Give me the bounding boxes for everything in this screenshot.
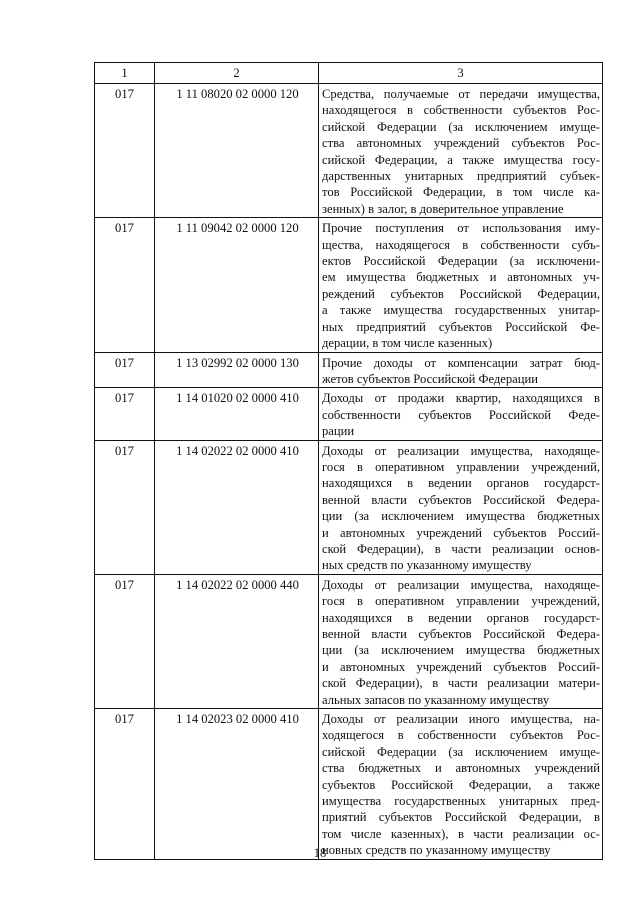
- description-line: Доходы от продажи квартир, находящихся в: [322, 391, 600, 406]
- revenue-code-cell: 1 11 09042 02 0000 120: [155, 218, 319, 352]
- description-line: зенных) в залог, в доверительное управление: [322, 201, 564, 216]
- revenue-code-cell: 1 11 08020 02 0000 120: [155, 84, 319, 218]
- admin-code-cell: 017: [95, 218, 155, 352]
- description-line: находящихся в ведении органов государст-: [322, 476, 600, 491]
- description-line: сийской Федерации (за исключением имуще-: [322, 119, 600, 134]
- table-row: [95, 352, 603, 388]
- description-line: сийской Федерации (за исключением имуще-: [322, 744, 600, 759]
- description-line: том числе казенных), в части реализации ос-: [322, 826, 600, 841]
- table-header-row: [95, 63, 603, 84]
- description-line: дарственных унитарных предприятий субъек-: [322, 169, 600, 184]
- page-number: 18: [313, 846, 327, 860]
- table-row: [95, 388, 603, 440]
- admin-code-cell: 017: [95, 84, 155, 218]
- header-col-2: 2: [155, 63, 319, 84]
- admin-code-cell: 017: [95, 709, 155, 860]
- description-line: жетов субъектов Российской Федерации: [322, 371, 538, 386]
- description-cell: [319, 352, 603, 388]
- description-line: и автономных учреждений субъектов Россий-: [322, 525, 600, 540]
- description-line: находящихся в ведении органов государст-: [322, 610, 600, 625]
- description-line: ции (за исключением имущества бюджетных: [322, 643, 600, 658]
- description-line: ской Федерации), в части реализации основ-: [322, 541, 600, 556]
- description-line: ектов Российской Федерации (за исключени-: [322, 254, 600, 269]
- description-line: Прочие доходы от компенсации затрат бюд-: [322, 355, 600, 370]
- description-line: гося в оперативном управлении учреждений,: [322, 459, 600, 474]
- description-cell: [319, 574, 603, 708]
- revenue-code-cell: 1 14 01020 02 0000 410: [155, 388, 319, 440]
- admin-code-cell: 017: [95, 352, 155, 388]
- description-line: ных средств по указанному имуществу: [322, 558, 532, 573]
- description-line: новных средств по указанному имуществу: [322, 843, 551, 858]
- description-line: реждений субъектов Российской Федерации,: [322, 286, 600, 301]
- table-row: [95, 574, 603, 708]
- description-line: ской Федерации), в части реализации матери-: [322, 676, 600, 691]
- description-line: приятий субъектов Российской Федерации, в: [322, 810, 600, 825]
- description-cell: [319, 440, 603, 574]
- table-row: [95, 218, 603, 352]
- description-line: Доходы от реализации имущества, находяще-: [322, 443, 600, 458]
- description-line: щества, находящегося в собственности субъ-: [322, 237, 600, 252]
- revenue-code-cell: 1 13 02992 02 0000 130: [155, 352, 319, 388]
- description-line: а также имущества государственных унитар-: [322, 303, 600, 318]
- description-cell: [319, 84, 603, 218]
- description-line: собственности субъектов Российской Феде-: [322, 407, 600, 422]
- description-line: дерации, в том числе казенных): [322, 336, 493, 351]
- description-line: ства бюджетных и автономных учреждений: [322, 761, 600, 776]
- description-line: субъектов Российской Федерации, а также: [322, 777, 600, 792]
- description-cell: [319, 709, 603, 860]
- description-line: Средства, получаемые от передачи имущества,: [322, 87, 600, 101]
- table-body: [95, 84, 603, 860]
- description-line: Доходы от реализации иного имущества, на-: [322, 712, 600, 727]
- description-line: ных предприятий субъектов Российской Фе-: [322, 319, 600, 334]
- description-line: ства автономных учреждений субъектов Рос-: [322, 136, 600, 151]
- description-line: гося в оперативном управлении учреждений,: [322, 594, 600, 609]
- description-line: венной власти субъектов Российской Федера-: [322, 627, 600, 641]
- admin-code-cell: 017: [95, 388, 155, 440]
- revenue-codes-table: [94, 62, 603, 860]
- admin-code-cell: 017: [95, 440, 155, 574]
- description-cell: [319, 218, 603, 352]
- description-line: находящегося в собственности субъектов Рос-: [322, 103, 600, 118]
- revenue-code-cell: 1 14 02023 02 0000 410: [155, 709, 319, 860]
- header-col-1: 1: [95, 63, 155, 84]
- admin-code-cell: 017: [95, 574, 155, 708]
- description-line: Прочие поступления от использования иму-: [322, 221, 600, 236]
- description-line: Доходы от реализации имущества, находяще-: [322, 577, 600, 592]
- description-line: ции (за исключением имущества бюджетных: [322, 509, 600, 524]
- table-row: [95, 709, 603, 860]
- description-line: сийской Федерации, а также имущества госу-: [322, 152, 600, 167]
- table-row: [95, 84, 603, 218]
- description-line: венной власти субъектов Российской Федера-: [322, 492, 600, 507]
- description-cell: [319, 388, 603, 440]
- description-line: ем имущества бюджетных и автономных уч-: [322, 270, 600, 285]
- header-col-3: 3: [319, 63, 603, 84]
- revenue-code-cell: 1 14 02022 02 0000 410: [155, 440, 319, 574]
- description-line: тов Российской Федерации, в том числе ка-: [322, 185, 600, 200]
- table-row: [95, 440, 603, 574]
- description-line: имущества государственных унитарных пред-: [322, 794, 600, 809]
- revenue-code-cell: 1 14 02022 02 0000 440: [155, 574, 319, 708]
- description-line: альных запасов по указанному имуществу: [322, 692, 550, 707]
- description-line: рации: [322, 424, 355, 439]
- description-line: и автономных учреждений субъектов Россий-: [322, 659, 600, 674]
- description-line: ходящегося в собственности субъектов Рос-: [322, 728, 600, 743]
